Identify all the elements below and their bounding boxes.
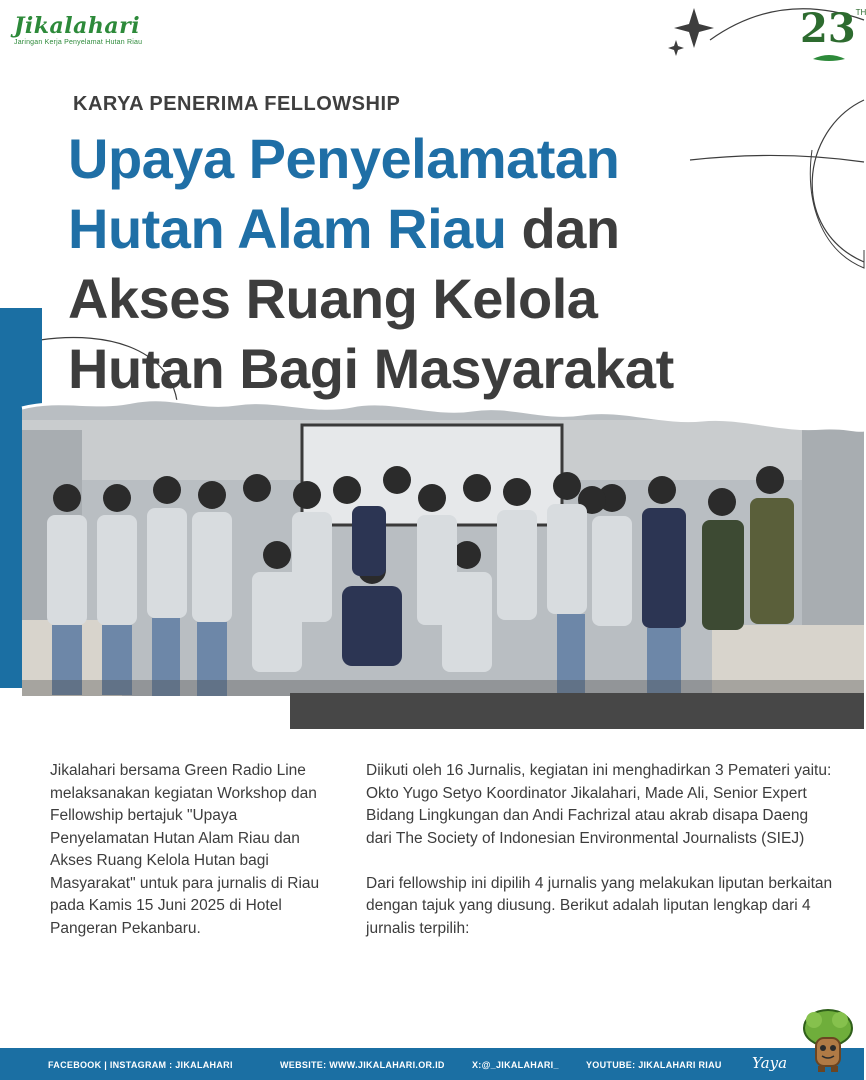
body-column-right: [366, 760, 836, 963]
page-title: [68, 124, 848, 404]
mascot-tree-icon: [800, 1008, 856, 1074]
footer-signature: Yaya: [752, 1054, 788, 1072]
anniversary-badge: [800, 5, 866, 68]
title-line-4: Hutan Bagi Masyarakat: [68, 337, 674, 400]
title-line-2-highlight: Hutan Alam Riau: [68, 197, 507, 260]
leaf-icon: [809, 53, 849, 63]
kicker-label: KARYA PENERIMA FELLOWSHIP: [73, 93, 401, 115]
body-column-left: [50, 760, 340, 963]
anniversary-number: 23: [800, 5, 856, 52]
footer-x-handle: X:@_JIKALAHARI_: [472, 1060, 559, 1070]
group-photo: [22, 380, 864, 696]
dark-accent-bar: [290, 693, 864, 729]
title-line-3: Akses Ruang Kelola: [68, 267, 598, 330]
logo-tagline: Jaringan Kerja Penyelamat Hutan Riau: [14, 39, 143, 46]
body-paragraph: Dari fellowship ini dipilih 4 jurnalis yang melakukan liputan berkaitan dengan tajuk yang diusung. Berikut adalah liputan lengkap dari 4 jurnalis terpilih:: [366, 874, 833, 937]
footer-bar: [0, 1048, 864, 1080]
title-line-2: [68, 194, 848, 264]
footer-website: WEBSITE: WWW.JIKALAHARI.OR.ID: [280, 1060, 445, 1070]
body-paragraph: Diikuti oleh 16 Jurnalis, kegiatan ini menghadirkan 3 Pemateri yaitu: Okto Yugo Setyo Koordinator Jikalahari, Made Ali, Senior Expert Bidang Lingkungan dan Andi Fachrizal atau akrab disapa Daeng dari The Society of Indonesian Environmental Journalists (SIEJ): [366, 762, 832, 847]
title-line-2-rest: dan: [521, 197, 620, 260]
title-line-1: Upaya Penyelamatan: [68, 127, 620, 190]
body-paragraph: Jikalahari bersama Green Radio Line melaksanakan kegiatan Workshop dan Fellowship bertajuk "Upaya Penyelamatan Hutan Alam Riau dan Akses Ruang Kelola Hutan bagi Masyarakat" untuk para jurnalis di Riau pada Kamis 15 Juni 2025 di Hotel Pangeran Pekanbaru.: [50, 762, 320, 937]
logo-wordmark: Jikalahari: [14, 13, 141, 39]
footer-youtube: YOUTUBE: JIKALAHARI RIAU: [586, 1060, 722, 1070]
sparkle-icon: [668, 8, 714, 56]
footer-social: FACEBOOK | INSTAGRAM : JIKALAHARI: [48, 1060, 233, 1070]
jikalahari-logo: [14, 14, 142, 46]
anniversary-suffix: TH: [855, 8, 866, 17]
